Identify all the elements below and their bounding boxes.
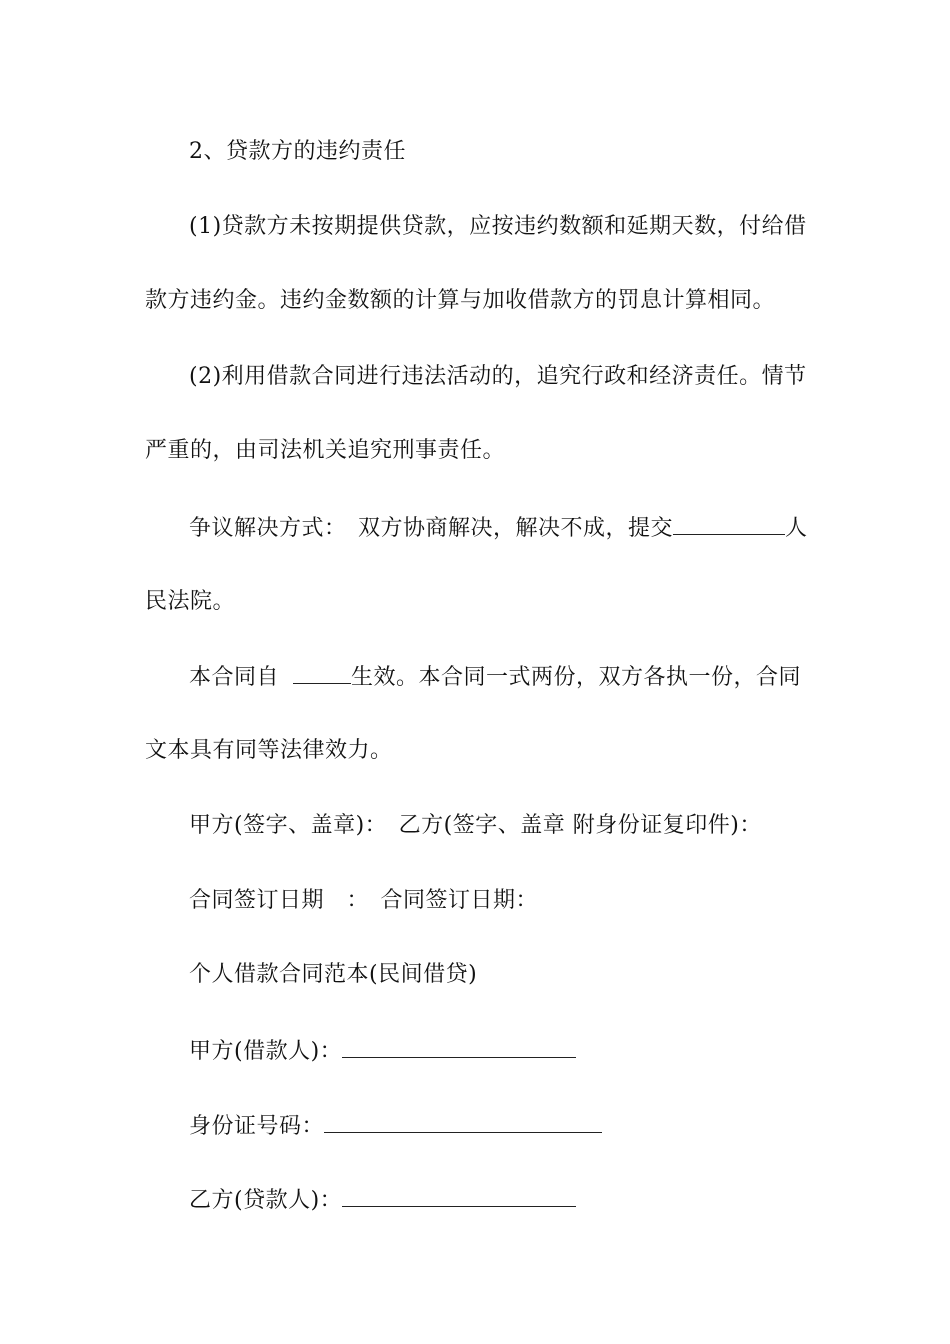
party-a-line [189,1035,859,1067]
paragraph-1-line-1: (1)贷款方未按期提供贷款，应按违约数额和延期天数，付给借 [189,214,807,239]
id-number-line [189,1110,859,1142]
court-name-blank[interactable] [673,512,785,535]
dispute-clause-text: 争议解决方式： 双方协商解决，解决不成，提交 [189,516,674,541]
id-number-label: 身份证号码： [189,1114,325,1139]
paragraph-2-line-2: 严重的，由司法机关追究刑事责任。 [145,438,506,463]
party-b-line [189,1184,859,1216]
dispute-clause-line-1 [189,512,859,544]
paragraph-1-line-2: 款方违约金。违约金数额的计算与加收借款方的罚息计算相同。 [145,288,776,313]
party-b-blank[interactable] [342,1184,576,1207]
template-title: 个人借款合同范本(民间借贷) [189,962,478,987]
id-number-blank[interactable] [324,1110,602,1133]
effective-clause-prefix: 本合同自 [189,665,280,690]
party-a-blank[interactable] [342,1035,576,1058]
effective-clause-line-1 [189,661,859,693]
section-title: 2、贷款方的违约责任 [189,139,406,164]
party-a-label: 甲方(借款人)： [189,1039,343,1064]
effective-clause-line-2: 文本具有同等法律效力。 [145,738,393,763]
dispute-clause-suffix: 人 [785,516,808,541]
party-b-label: 乙方(贷款人)： [189,1188,343,1213]
dispute-clause-line-2: 民法院。 [145,589,236,614]
effective-clause-suffix: 生效。本合同一式两份，双方各执一份，合同 [351,665,802,690]
paragraph-2-line-1: (2)利用借款合同进行违法活动的，追究行政和经济责任。情节 [189,364,807,389]
effective-date-blank[interactable] [293,661,351,684]
signature-line: 甲方(签字、盖章)： 乙方(签字、盖章 附身份证复印件)： [189,813,762,838]
signing-date-line: 合同签订日期 ： 合同签订日期： [189,888,539,913]
